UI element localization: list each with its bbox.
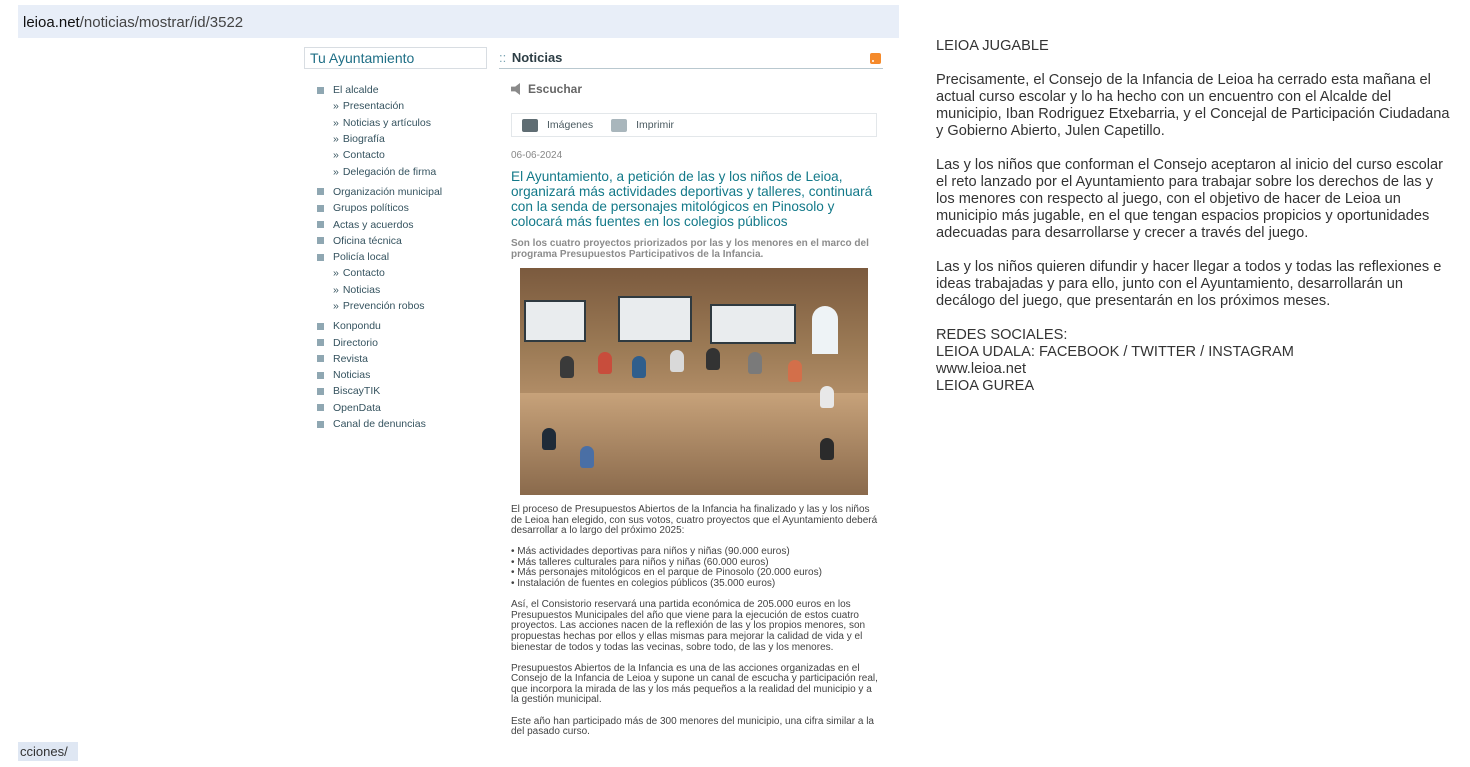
bullet-icon <box>317 355 324 362</box>
photo-panel <box>618 296 692 342</box>
bullet-icon <box>317 372 324 379</box>
bullet-icon <box>317 388 324 395</box>
article-photo[interactable] <box>520 268 868 495</box>
sidebar-item[interactable] <box>317 351 497 367</box>
social-line[interactable]: www.leioa.net <box>936 361 1027 377</box>
bullet-icon <box>317 404 324 411</box>
article-continuation <box>936 38 1451 395</box>
social-lines <box>936 327 1451 395</box>
print-button[interactable] <box>611 119 674 132</box>
url-path: /noticias/mostrar/id/3522 <box>79 14 244 31</box>
sidebar-item[interactable] <box>317 416 497 432</box>
sidebar-subitem-label: Contacto <box>342 149 385 162</box>
photo-person <box>542 428 556 450</box>
bullet-icon <box>317 421 324 428</box>
article-date: 06-06-2024 <box>511 150 563 161</box>
raquo-icon: » <box>333 283 339 296</box>
sidebar-subitem-label: Contacto <box>342 267 385 280</box>
continuation-paragraph: Las y los niños que conforman el Consejo aceptaron al inicio del curso escolar el reto lanzado por el Ayuntamiento para trabajar sobre los derechos de las y los menores con respecto al juego, con el objetivo de hacer de Leioa un municipio más jugable, en el que tengan espacios propicios y oportunidades adecuadas para desarrollarse y crecer a través del juego. <box>936 157 1444 241</box>
bullet-icon <box>317 87 324 94</box>
photo-person <box>820 386 834 408</box>
sidebar-subitem[interactable] <box>317 265 497 281</box>
sidebar-item[interactable] <box>317 200 497 216</box>
sidebar-subitem-label: Prevención robos <box>342 300 425 312</box>
rss-icon[interactable] <box>870 53 881 64</box>
article-headline: El Ayuntamiento, a petición de las y los niños de Leioa, organizará más actividades deportivas y talleres, continuará con la senda de personajes mitológicos en Pinosolo y colocará más fuentes en los colegios públicos <box>511 169 873 229</box>
bullet-icon <box>317 221 324 228</box>
sidebar-subitem-label: Biografía <box>342 133 385 146</box>
sidebar-item-label: Canal de denuncias <box>333 418 426 431</box>
raquo-icon: » <box>333 149 339 162</box>
sidebar-item-label: Konpondu <box>333 320 381 333</box>
sidebar-item-label: Grupos políticos <box>333 202 409 215</box>
sidebar-subitem[interactable] <box>317 147 497 163</box>
sidebar-item[interactable] <box>317 367 497 383</box>
sidebar-item[interactable] <box>317 249 497 265</box>
section-heading: LEIOA JUGABLE <box>936 38 1049 54</box>
photo-panel <box>524 300 586 342</box>
sidebar-item-label: El alcalde <box>333 84 379 97</box>
bullet-icon <box>317 237 324 244</box>
sidebar-item[interactable] <box>317 82 497 98</box>
article-lead: Son los cuatro proyectos priorizados por las y los menores en el marco del programa Presupuestos Participativos de la Infancia. <box>511 238 869 260</box>
sidebar-item[interactable] <box>317 184 497 200</box>
photo-person <box>788 360 802 382</box>
sidebar-item[interactable] <box>317 318 497 334</box>
photo-person <box>632 356 646 378</box>
sidebar-item[interactable] <box>317 400 497 416</box>
images-label: Imágenes <box>547 119 594 131</box>
sidebar-title: Tu Ayuntamiento <box>304 47 487 69</box>
sidebar-item-label: Organización municipal <box>333 185 443 198</box>
article-paragraph: El proceso de Presupuestos Abiertos de la Infancia ha finalizado y las y los niños de Leioa han elegido, con sus votos, cuatro proyectos que el Ayuntamiento deberá desarrollar a lo largo del próximo 2025: <box>511 504 878 537</box>
raquo-icon: » <box>333 116 339 129</box>
speaker-icon <box>511 83 523 95</box>
article-paragraph: Este año han participado más de 300 menores del municipio, una cifra similar a la del pasado curso. <box>511 715 874 738</box>
section-prefix: :: <box>499 50 510 65</box>
sidebar-item-label: Policía local <box>333 251 390 264</box>
sidebar-subitem[interactable] <box>317 163 497 179</box>
article-body <box>511 505 879 748</box>
photo-person <box>560 356 574 378</box>
photo-person <box>670 350 684 372</box>
article-paragraph: Así, el Consistorio reservará una partida económica de 205.000 euros en los Presupuestos Municipales del año que viene para la ejecución de estos cuatro proyectos. Las acciones nacen de la reflexión de las y los propios menores, son propuestas hechas por ellos y ellas mismas para mejorar la calidad de vida y el bienestar de todos y todas las vecinas, sobre todo, de las y los menores. <box>511 599 866 653</box>
social-line[interactable]: LEIOA UDALA: FACEBOOK / TWITTER / INSTAGRAM <box>936 344 1294 360</box>
photo-window <box>812 306 838 354</box>
sidebar-subitem[interactable] <box>317 298 497 314</box>
bullet-icon <box>317 254 324 261</box>
photo-person <box>580 446 594 468</box>
article-paragraph: Presupuestos Abiertos de la Infancia es una de las acciones organizadas en el Consejo de la Infancia de Leioa y supone un canal de escucha y participación real, que incorpora la mirada de las y los más pequeños a la realidad del municipio y a la gestión municipal. <box>511 662 878 706</box>
raquo-icon: » <box>333 100 339 113</box>
sidebar-item-label: OpenData <box>333 401 381 414</box>
images-button[interactable] <box>522 119 593 132</box>
sidebar-subitem[interactable] <box>317 98 497 114</box>
continuation-paragraph: Las y los niños quieren difundir y hacer llegar a todos y todas las reflexiones e ideas trabajadas y para ello, junto con el Ayuntamiento, desarrollarán un decálogo del juego, que presentarán en los próximos meses. <box>936 259 1442 309</box>
sidebar-subitem-label: Noticias <box>342 283 381 296</box>
sidebar-subitem[interactable] <box>317 282 497 298</box>
bullet-icon <box>317 188 324 195</box>
photo-floor <box>520 393 868 495</box>
sidebar-item-label: Actas y acuerdos <box>333 218 414 231</box>
photo-person <box>748 352 762 374</box>
camera-icon <box>522 119 538 132</box>
raquo-icon: » <box>333 165 339 178</box>
sidebar-item[interactable] <box>317 334 497 350</box>
listen-label: Escuchar <box>528 82 583 96</box>
photo-person <box>706 348 720 370</box>
sidebar-subitem-label: Noticias y artículos <box>342 116 431 129</box>
social-line: REDES SOCIALES: <box>936 327 1068 343</box>
listen-button[interactable] <box>511 82 582 96</box>
social-line[interactable]: LEIOA GUREA <box>936 378 1035 394</box>
printer-icon <box>611 119 627 132</box>
section-title: Noticias <box>511 50 563 65</box>
article-paragraph: • Más actividades deportivas para niños y niñas (90.000 euros) • Más talleres culturales para niños y niñas (60.000 euros) • Más personajes mitológicos en el parque de Pinosolo (20.000 euros) • Instalación de fuentes en colegios públicos (35.000 euros) <box>511 546 822 590</box>
sidebar-subitem-label: Delegación de firma <box>342 165 437 178</box>
bullet-icon <box>317 339 324 346</box>
article-toolbar <box>511 113 877 137</box>
raquo-icon: » <box>333 300 339 312</box>
sidebar-nav <box>317 82 497 432</box>
bullet-icon <box>317 205 324 212</box>
sidebar-item[interactable] <box>317 383 497 399</box>
sidebar-subitem[interactable] <box>317 115 497 131</box>
sidebar-subitem-label: Presentación <box>342 100 405 113</box>
bullet-icon <box>317 323 324 330</box>
raquo-icon: » <box>333 267 339 280</box>
sidebar-item-label: BiscayTIK <box>333 385 381 398</box>
continuation-paragraph: Precisamente, el Consejo de la Infancia de Leioa ha cerrado esta mañana el actual curso escolar y lo ha hecho con un encuentro con el Alcalde del municipio, Iban Rodriguez Etxebarria, y el Concejal de Participación Ciudadana y Gobierno Abierto, Julen Capetillo. <box>936 72 1450 139</box>
sidebar-item[interactable] <box>317 216 497 232</box>
url-host: leioa.net <box>23 14 80 31</box>
sidebar-subitem[interactable] <box>317 131 497 147</box>
raquo-icon: » <box>333 133 339 146</box>
sidebar-item-label: Directorio <box>333 336 378 349</box>
sidebar-item-label: Noticias <box>333 369 371 382</box>
address-bar[interactable] <box>18 5 899 38</box>
photo-person <box>820 438 834 460</box>
photo-panel <box>710 304 796 344</box>
photo-person <box>598 352 612 374</box>
sidebar-item-label: Revista <box>333 352 369 365</box>
print-label: Imprimir <box>636 119 675 131</box>
sidebar-item[interactable] <box>317 233 497 249</box>
status-bar-link: cciones/ <box>18 742 78 761</box>
news-section-header <box>499 50 883 69</box>
sidebar-item-label: Oficina técnica <box>333 234 402 247</box>
